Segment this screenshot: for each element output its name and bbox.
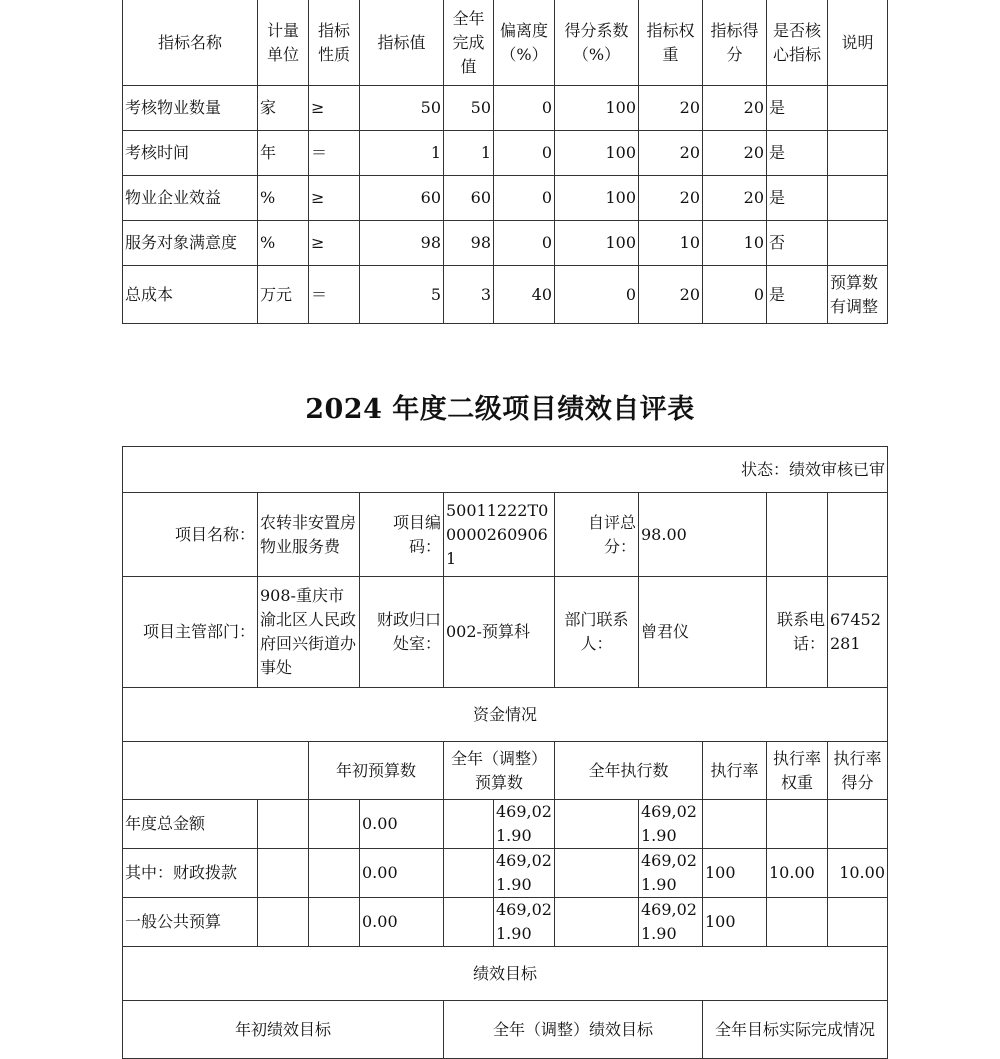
exec-rate: 100 (703, 849, 767, 898)
self-score: 98.00 (639, 493, 767, 577)
empty-cell (828, 493, 888, 577)
funds-row-label: 其中：财政拨款 (123, 849, 258, 898)
goals-section-row (123, 947, 888, 1001)
nature: ＝ (309, 266, 360, 324)
core-flag: 否 (767, 221, 828, 266)
weight: 20 (639, 131, 703, 176)
actual-value: 1 (444, 131, 494, 176)
self-evaluation-form (122, 446, 888, 1059)
empty-cell (258, 898, 309, 947)
phone-label: 联系电话： (767, 577, 828, 688)
header-deviation: 偏离度（%） (494, 0, 555, 86)
target-value: 50 (360, 86, 444, 131)
nature: ≥ (309, 86, 360, 131)
score: 20 (703, 86, 767, 131)
target-value: 5 (360, 266, 444, 324)
empty-cell (258, 800, 309, 849)
deviation: 0 (494, 86, 555, 131)
funds-section-title: 资金情况 (123, 688, 888, 742)
target-value: 60 (360, 176, 444, 221)
indicator-name: 总成本 (123, 266, 258, 324)
table-row (123, 849, 888, 898)
core-flag: 是 (767, 131, 828, 176)
header-initial-goals: 年初绩效目标 (123, 1001, 444, 1059)
unit: 年 (258, 131, 309, 176)
table-row (123, 221, 888, 266)
coefficient: 0 (555, 266, 639, 324)
project-code: 50011222T000002609061 (444, 493, 555, 577)
empty-cell (309, 849, 360, 898)
nature: ≥ (309, 176, 360, 221)
table-row (123, 898, 888, 947)
table-row (123, 131, 888, 176)
contact: 曾君仪 (639, 577, 767, 688)
goals-header-row (123, 1001, 888, 1059)
finance-office-label: 财政归口处室： (360, 577, 444, 688)
empty-cell (309, 898, 360, 947)
indicator-name: 考核时间 (123, 131, 258, 176)
adjusted-budget: 469,021.90 (494, 849, 555, 898)
rate-weight: 10.00 (767, 849, 828, 898)
empty-cell (767, 493, 828, 577)
empty-cell (123, 742, 309, 800)
funds-header-row (123, 742, 888, 800)
finance-office: 002-预算科 (444, 577, 555, 688)
indicator-name: 服务对象满意度 (123, 221, 258, 266)
executed-amount: 469,021.90 (639, 849, 703, 898)
weight: 20 (639, 86, 703, 131)
indicator-name: 考核物业数量 (123, 86, 258, 131)
self-score-label: 自评总分： (555, 493, 639, 577)
project-info-row (123, 493, 888, 577)
empty-cell (555, 849, 639, 898)
project-name-label: 项目名称： (123, 493, 258, 577)
dept: 908-重庆市渝北区人民政府回兴街道办事处 (258, 577, 360, 688)
adjusted-budget: 469,021.90 (494, 800, 555, 849)
coefficient: 100 (555, 176, 639, 221)
score: 0 (703, 266, 767, 324)
header-target: 指标值 (360, 0, 444, 86)
actual-value: 50 (444, 86, 494, 131)
executed-amount: 469,021.90 (639, 898, 703, 947)
project-code-label: 项目编码： (360, 493, 444, 577)
rate-weight (767, 800, 828, 849)
deviation: 40 (494, 266, 555, 324)
rate-score (828, 898, 888, 947)
initial-budget: 0.00 (360, 849, 444, 898)
core-flag: 是 (767, 176, 828, 221)
empty-cell (444, 849, 494, 898)
status-row (123, 447, 888, 493)
note (828, 86, 888, 131)
initial-budget: 0.00 (360, 898, 444, 947)
executed-amount: 469,021.90 (639, 800, 703, 849)
unit: % (258, 221, 309, 266)
status-text: 状态：绩效审核已审 (123, 447, 888, 493)
funds-row-label: 年度总金额 (123, 800, 258, 849)
target-value: 1 (360, 131, 444, 176)
header-adjusted-goals: 全年（调整）绩效目标 (444, 1001, 703, 1059)
empty-cell (555, 898, 639, 947)
page-title: 2024 年度二级项目绩效自评表 (305, 394, 695, 425)
empty-cell (444, 898, 494, 947)
note: 预算数有调整 (828, 266, 888, 324)
indicator-header-row (123, 0, 888, 86)
indicator-table (122, 0, 888, 324)
header-weight: 指标权重 (639, 0, 703, 86)
header-actual-completion: 全年目标实际完成情况 (703, 1001, 888, 1059)
header-note: 说明 (828, 0, 888, 86)
header-executed: 全年执行数 (555, 742, 703, 800)
actual-value: 98 (444, 221, 494, 266)
coefficient: 100 (555, 221, 639, 266)
header-core: 是否核心指标 (767, 0, 828, 86)
table-row (123, 86, 888, 131)
table-row (123, 176, 888, 221)
score: 20 (703, 176, 767, 221)
header-actual: 全年完成值 (444, 0, 494, 86)
header-rate-weight: 执行率权重 (767, 742, 828, 800)
contact-label: 部门联系人： (555, 577, 639, 688)
unit: 万元 (258, 266, 309, 324)
note (828, 131, 888, 176)
unit: % (258, 176, 309, 221)
note (828, 221, 888, 266)
indicator-name: 物业企业效益 (123, 176, 258, 221)
deviation: 0 (494, 176, 555, 221)
header-indicator-name: 指标名称 (123, 0, 258, 86)
deviation: 0 (494, 131, 555, 176)
empty-cell (444, 800, 494, 849)
note (828, 176, 888, 221)
rate-weight (767, 898, 828, 947)
dept-label: 项目主管部门： (123, 577, 258, 688)
dept-info-row (123, 577, 888, 688)
header-nature: 指标性质 (309, 0, 360, 86)
weight: 10 (639, 221, 703, 266)
unit: 家 (258, 86, 309, 131)
weight: 20 (639, 266, 703, 324)
goals-section-title: 绩效目标 (123, 947, 888, 1001)
funds-section-row (123, 688, 888, 742)
coefficient: 100 (555, 131, 639, 176)
exec-rate (703, 800, 767, 849)
header-rate-score: 执行率得分 (828, 742, 888, 800)
header-coef: 得分系数（%） (555, 0, 639, 86)
funds-row-label: 一般公共预算 (123, 898, 258, 947)
rate-score: 10.00 (828, 849, 888, 898)
coefficient: 100 (555, 86, 639, 131)
initial-budget: 0.00 (360, 800, 444, 849)
target-value: 98 (360, 221, 444, 266)
nature: ≥ (309, 221, 360, 266)
nature: ＝ (309, 131, 360, 176)
header-exec-rate: 执行率 (703, 742, 767, 800)
core-flag: 是 (767, 266, 828, 324)
deviation: 0 (494, 221, 555, 266)
header-score: 指标得分 (703, 0, 767, 86)
table-row (123, 800, 888, 849)
empty-cell (555, 800, 639, 849)
project-name: 农转非安置房物业服务费 (258, 493, 360, 577)
exec-rate: 100 (703, 898, 767, 947)
empty-cell (309, 800, 360, 849)
score: 20 (703, 131, 767, 176)
actual-value: 60 (444, 176, 494, 221)
actual-value: 3 (444, 266, 494, 324)
rate-score (828, 800, 888, 849)
header-unit: 计量单位 (258, 0, 309, 86)
phone: 67452281 (828, 577, 888, 688)
empty-cell (258, 849, 309, 898)
core-flag: 是 (767, 86, 828, 131)
score: 10 (703, 221, 767, 266)
header-initial-budget: 年初预算数 (309, 742, 444, 800)
header-adjusted-budget: 全年（调整）预算数 (444, 742, 555, 800)
adjusted-budget: 469,021.90 (494, 898, 555, 947)
table-row (123, 266, 888, 324)
weight: 20 (639, 176, 703, 221)
